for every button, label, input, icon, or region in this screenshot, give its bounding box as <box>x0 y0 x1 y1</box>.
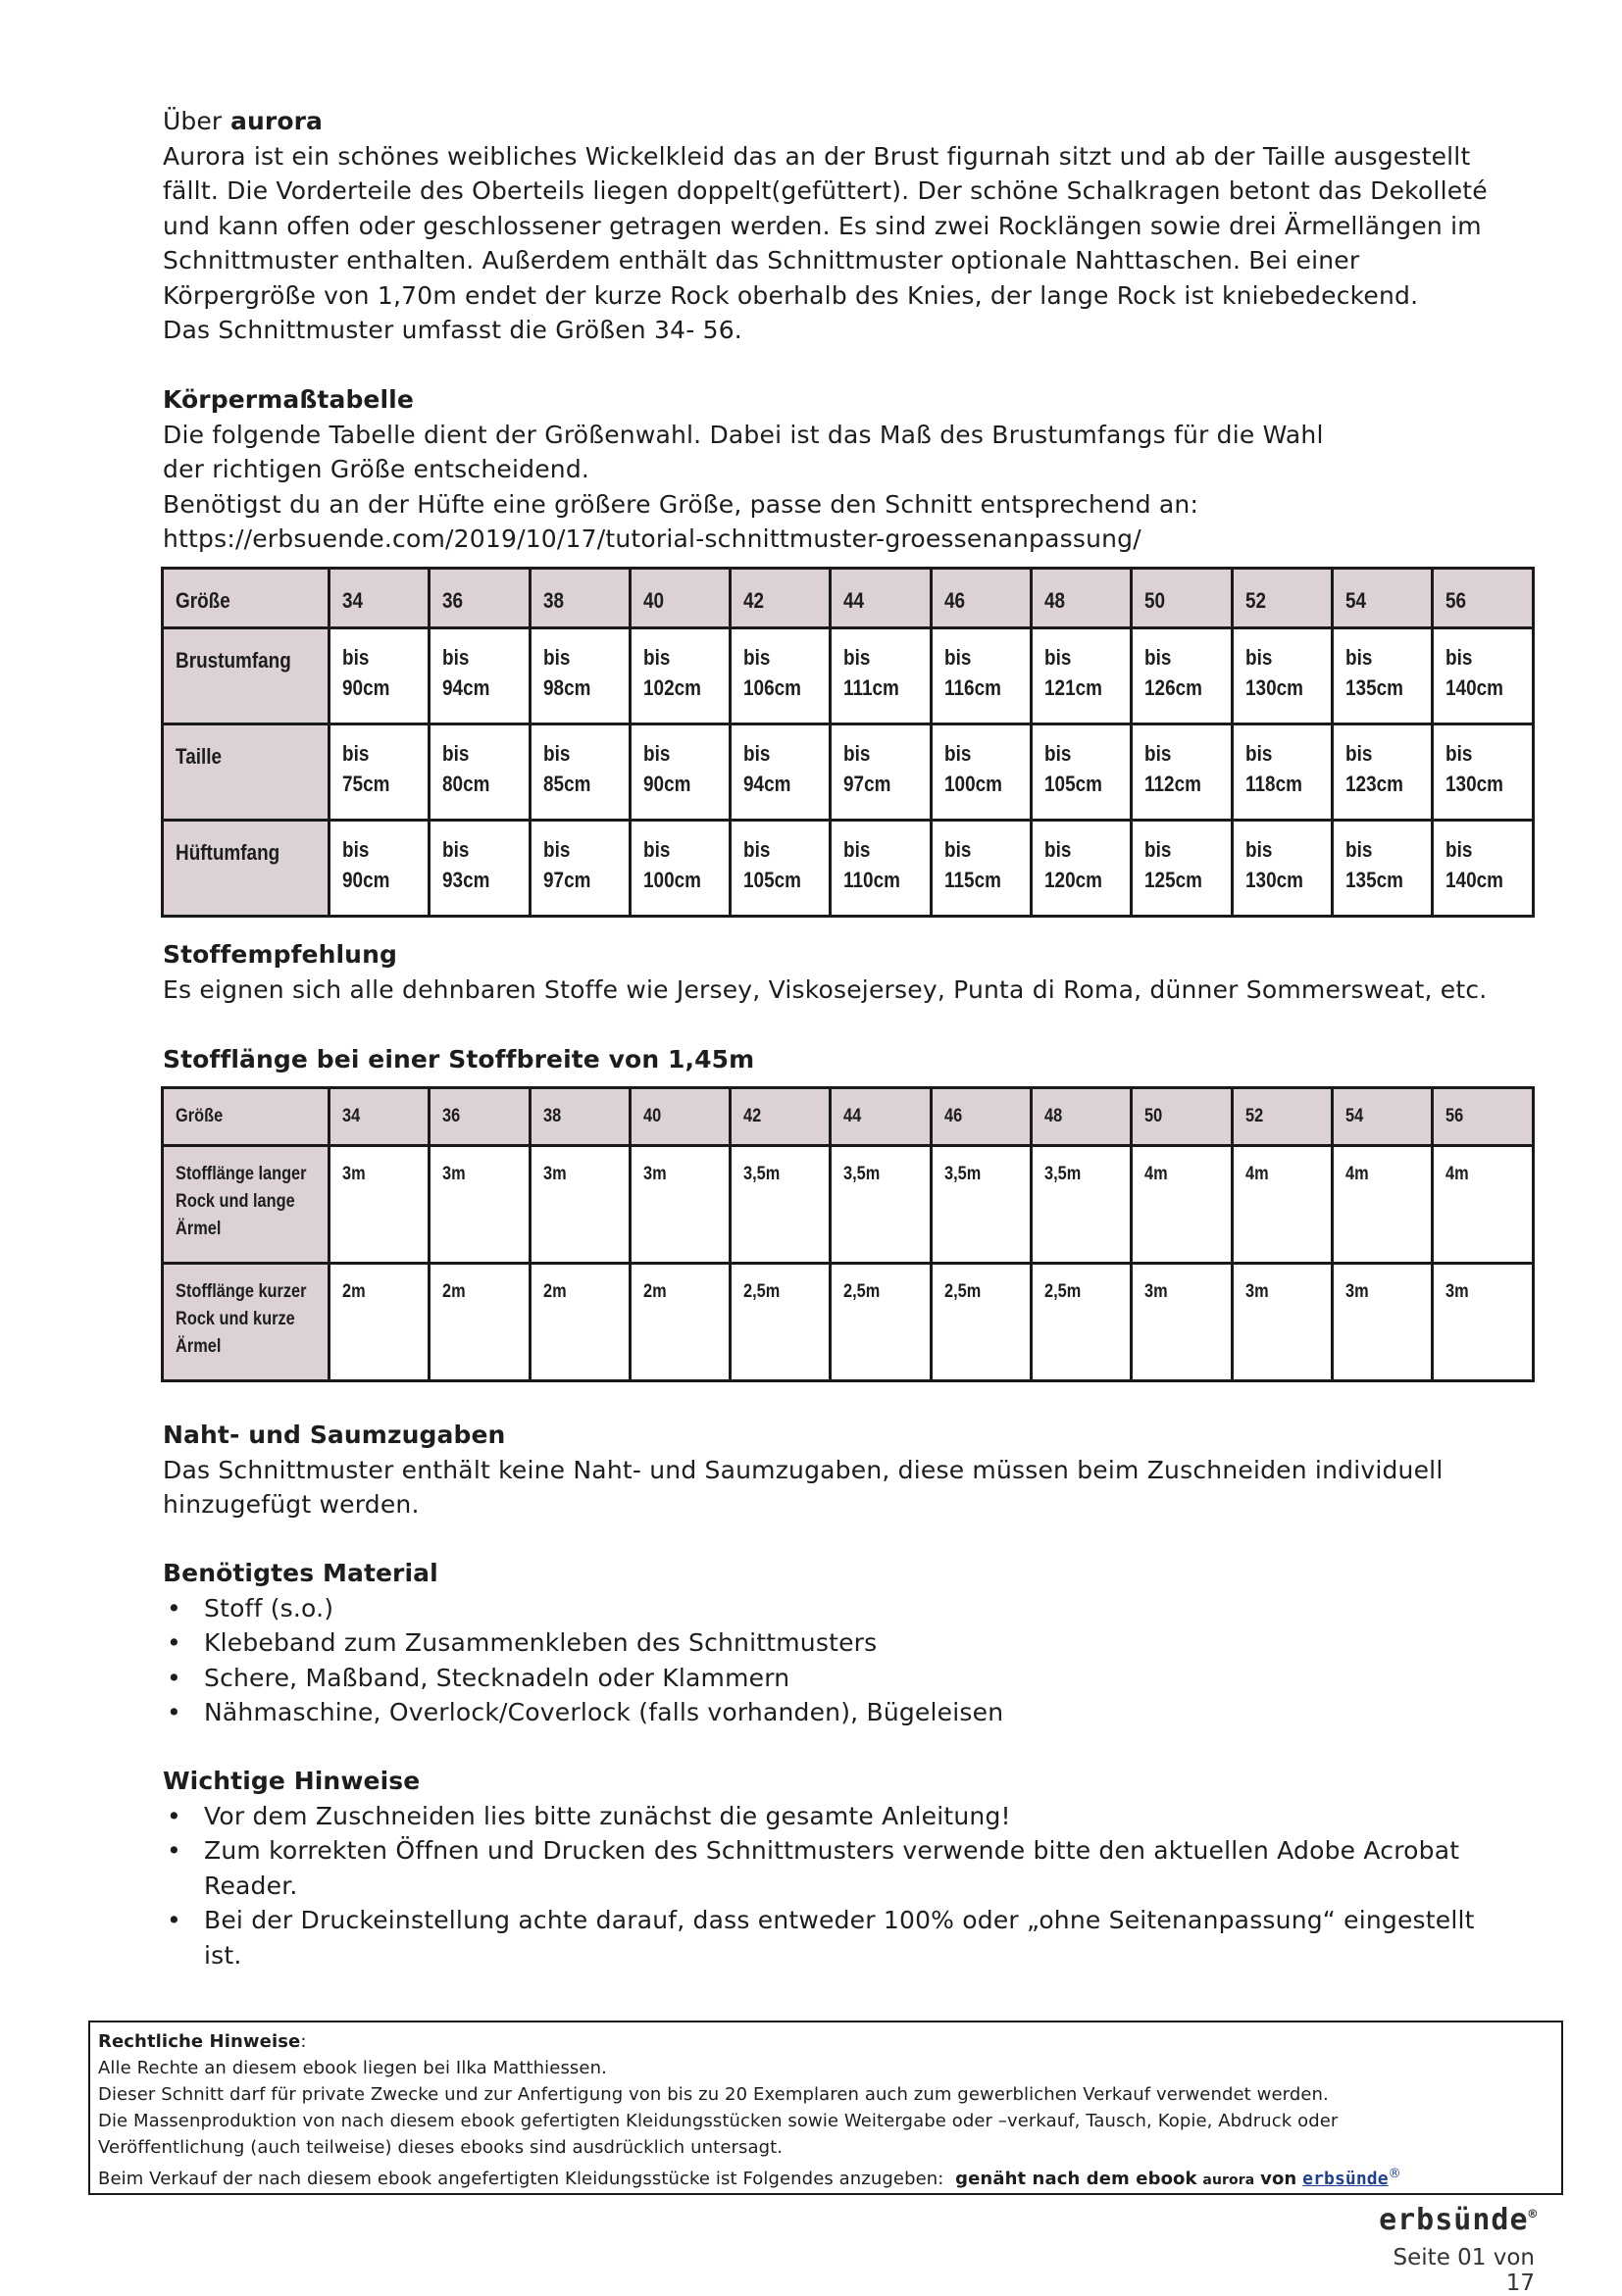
table-header-size: 56 <box>1433 569 1533 628</box>
fabric-length-table <box>161 1086 1535 1382</box>
table-cell: bis 110cm <box>831 821 931 917</box>
table-header-size: 38 <box>530 1088 630 1146</box>
table-row-waist <box>163 724 1534 821</box>
table-cell: 2m <box>630 1264 730 1381</box>
table-header-size: 36 <box>430 1088 530 1146</box>
table-cell: 3m <box>530 1146 630 1264</box>
table-cell: 4m <box>1232 1146 1332 1264</box>
table-cell: 2m <box>530 1264 630 1381</box>
legal-heading: Rechtliche Hinweise: <box>98 2031 307 2052</box>
seam-line: Das Schnittmuster enthält keine Naht- und Saumzugaben, diese müssen beim Zuschneiden individuell <box>163 1455 1444 1484</box>
table-header-label: Größe <box>163 1088 329 1146</box>
legal-line: Die Massenproduktion von nach diesem ebook gefertigten Kleidungsstücken sowie Weitergabe oder –verkauf, Tausch, Kopie, Abdruck oder <box>98 2111 1339 2131</box>
table-header-row <box>163 1088 1534 1146</box>
list-item: • Schere, Maßband, Stecknadeln oder Klammern <box>163 1661 1536 1696</box>
table-header-size: 54 <box>1332 569 1432 628</box>
list-item: • Klebeband zum Zusammenkleben des Schnittmusters <box>163 1625 1536 1661</box>
table-cell: 2,5m <box>831 1264 931 1381</box>
table-header-size: 48 <box>1032 1088 1132 1146</box>
table-cell: bis 100cm <box>931 724 1031 821</box>
table-cell: bis 130cm <box>1232 628 1332 724</box>
table-cell: 4m <box>1332 1146 1432 1264</box>
body-measurements-heading: Körpermaßtabelle <box>163 385 414 414</box>
table-cell: bis 111cm <box>831 628 931 724</box>
notes-section <box>163 1764 1536 1972</box>
about-line: und kann offen oder geschlossener getragen werden. Es sind zwei Rocklängen sowie drei Ärmellängen im <box>163 211 1482 240</box>
table-cell: bis 116cm <box>931 628 1031 724</box>
table-header-size: 40 <box>630 569 730 628</box>
table-cell: 4m <box>1433 1146 1533 1264</box>
table-cell: bis 97cm <box>530 821 630 917</box>
table-cell: bis 85cm <box>530 724 630 821</box>
table-cell: bis 115cm <box>931 821 1031 917</box>
fabric-length-section <box>163 1042 1536 1077</box>
row-label: Stofflänge kurzer Rock und kurze Ärmel <box>163 1264 329 1381</box>
table-header-size: 40 <box>630 1088 730 1146</box>
material-heading: Benötigtes Material <box>163 1559 438 1587</box>
body-measurements-line: Die folgende Tabelle dient der Größenwahl. Dabei ist das Maß des Brustumfangs für die Wahl <box>163 420 1324 449</box>
size-adjustment-link[interactable]: https://erbsuende.com/2019/10/17/tutorial-schnittmuster-groessenanpassung/ <box>163 524 1141 553</box>
legal-line: Alle Rechte an diesem ebook liegen bei Ilka Matthiessen. <box>98 2058 607 2078</box>
table-cell: bis 112cm <box>1132 724 1232 821</box>
table-row-short <box>163 1264 1534 1381</box>
table-cell: bis 125cm <box>1132 821 1232 917</box>
list-item: • Vor dem Zuschneiden lies bitte zunächst die gesamte Anleitung! <box>163 1799 1536 1834</box>
table-cell: bis 140cm <box>1433 821 1533 917</box>
table-header-size: 46 <box>931 1088 1031 1146</box>
table-header-label: Größe <box>163 569 329 628</box>
table-cell: bis 90cm <box>329 628 430 724</box>
table-cell: bis 121cm <box>1032 628 1132 724</box>
legal-notice-box <box>88 2021 1563 2195</box>
brand-logo: erbsünde® <box>1379 2203 1538 2237</box>
table-header-row <box>163 569 1534 628</box>
body-measurements-table <box>161 567 1535 918</box>
seam-section <box>163 1418 1536 1522</box>
seam-line: hinzugefügt werden. <box>163 1490 420 1519</box>
seam-heading: Naht- und Saumzugaben <box>163 1421 506 1449</box>
body-measurements-section <box>163 382 1536 557</box>
table-cell: 4m <box>1132 1146 1232 1264</box>
table-cell: 3m <box>1332 1264 1432 1381</box>
table-row-hip <box>163 821 1534 917</box>
row-label: Taille <box>163 724 329 821</box>
table-cell: bis 93cm <box>430 821 530 917</box>
table-header-size: 52 <box>1232 569 1332 628</box>
table-cell: 3m <box>1232 1264 1332 1381</box>
fabric-section <box>163 937 1536 1007</box>
legal-sale-line: Beim Verkauf der nach diesem ebook angefertigten Kleidungsstücke ist Folgendes anzugeben: genäht nach dem ebook aurora von erbsünde® <box>98 2167 1401 2189</box>
table-cell: bis 90cm <box>630 724 730 821</box>
table-header-size: 42 <box>731 1088 831 1146</box>
page-number: Seite 01 von 17 <box>1393 2245 1535 2296</box>
table-cell: bis 106cm <box>731 628 831 724</box>
table-header-size: 48 <box>1032 569 1132 628</box>
about-line: Aurora ist ein schönes weibliches Wickelkleid das an der Brust figurnah sitzt und ab der Taille ausgestellt <box>163 141 1471 171</box>
table-header-size: 52 <box>1232 1088 1332 1146</box>
table-cell: bis 98cm <box>530 628 630 724</box>
table-cell: bis 105cm <box>731 821 831 917</box>
table-cell: bis 102cm <box>630 628 730 724</box>
table-cell: bis 94cm <box>430 628 530 724</box>
table-header-size: 46 <box>931 569 1031 628</box>
table-row-long <box>163 1146 1534 1264</box>
brand-link[interactable]: erbsünde <box>1302 2169 1389 2189</box>
table-header-size: 34 <box>329 569 430 628</box>
table-cell: 3m <box>630 1146 730 1264</box>
fabric-length-heading: Stofflänge bei einer Stoffbreite von 1,45m <box>163 1045 755 1073</box>
row-label: Hüftumfang <box>163 821 329 917</box>
table-cell: 3m <box>329 1146 430 1264</box>
table-cell: bis 140cm <box>1433 628 1533 724</box>
material-section <box>163 1556 1536 1730</box>
table-cell: bis 90cm <box>329 821 430 917</box>
table-cell: bis 120cm <box>1032 821 1132 917</box>
table-header-size: 44 <box>831 1088 931 1146</box>
table-header-size: 34 <box>329 1088 430 1146</box>
table-cell: bis 80cm <box>430 724 530 821</box>
table-cell: bis 118cm <box>1232 724 1332 821</box>
list-item: • Zum korrekten Öffnen und Drucken des Schnittmusters verwende bitte den aktuellen Adobe Acrobat Reader. <box>163 1833 1536 1903</box>
table-cell: bis 105cm <box>1032 724 1132 821</box>
table-cell: 2,5m <box>931 1264 1031 1381</box>
about-heading <box>163 104 1536 139</box>
table-cell: bis 94cm <box>731 724 831 821</box>
table-row-bust <box>163 628 1534 724</box>
table-cell: bis 123cm <box>1332 724 1432 821</box>
table-cell: bis 130cm <box>1232 821 1332 917</box>
table-cell: bis 135cm <box>1332 821 1432 917</box>
table-cell: 2m <box>329 1264 430 1381</box>
table-cell: 3,5m <box>831 1146 931 1264</box>
table-cell: bis 75cm <box>329 724 430 821</box>
notes-heading: Wichtige Hinweise <box>163 1767 421 1795</box>
table-cell: bis 97cm <box>831 724 931 821</box>
row-label: Brustumfang <box>163 628 329 724</box>
about-line: Schnittmuster enthalten. Außerdem enthält das Schnittmuster optionale Nahttaschen. Bei einer <box>163 246 1360 275</box>
about-heading-name: aurora <box>230 107 324 135</box>
list-item: • Nähmaschine, Overlock/Coverlock (falls vorhanden), Bügeleisen <box>163 1695 1536 1730</box>
table-header-size: 38 <box>530 569 630 628</box>
about-line: Körpergröße von 1,70m endet der kurze Rock oberhalb des Knies, der lange Rock ist kniebedeckend. <box>163 280 1419 310</box>
about-section <box>163 104 1536 348</box>
row-label: Stofflänge langer Rock und lange Ärmel <box>163 1146 329 1264</box>
table-cell: 2m <box>430 1264 530 1381</box>
table-header-size: 50 <box>1132 1088 1232 1146</box>
table-cell: 2,5m <box>1032 1264 1132 1381</box>
fabric-text: Es eignen sich alle dehnbaren Stoffe wie Jersey, Viskosejersey, Punta di Roma, dünner Sommersweat, etc. <box>163 974 1488 1004</box>
table-header-size: 36 <box>430 569 530 628</box>
notes-list <box>163 1799 1536 1973</box>
about-heading-prefix: Über <box>163 107 223 135</box>
table-cell: 2,5m <box>731 1264 831 1381</box>
table-header-size: 50 <box>1132 569 1232 628</box>
table-cell: 3,5m <box>1032 1146 1132 1264</box>
body-measurements-line: der richtigen Größe entscheidend. <box>163 455 590 483</box>
table-cell: 3m <box>1433 1264 1533 1381</box>
table-cell: 3,5m <box>731 1146 831 1264</box>
material-list <box>163 1591 1536 1730</box>
table-cell: 3m <box>1132 1264 1232 1381</box>
about-text <box>163 139 1536 348</box>
table-cell: bis 135cm <box>1332 628 1432 724</box>
body-measurements-text <box>163 418 1536 557</box>
table-cell: 3m <box>430 1146 530 1264</box>
list-item: • Stoff (s.o.) <box>163 1591 1536 1626</box>
about-line: fällt. Die Vorderteile des Oberteils liegen doppelt(gefüttert). Der schöne Schalkragen betont das Dekolleté <box>163 176 1488 205</box>
fabric-heading: Stoffempfehlung <box>163 940 397 969</box>
table-header-size: 44 <box>831 569 931 628</box>
table-cell: bis 100cm <box>630 821 730 917</box>
legal-line: Veröffentlichung (auch teilweise) dieses ebooks sind ausdrücklich untersagt. <box>98 2137 784 2158</box>
list-item: • Bei der Druckeinstellung achte darauf, dass entweder 100% oder „ohne Seitenanpassung“ eingestellt ist. <box>163 1903 1536 1972</box>
body-measurements-line: Benötigst du an der Hüfte eine größere Größe, passe den Schnitt entsprechend an: <box>163 489 1199 519</box>
table-header-size: 54 <box>1332 1088 1432 1146</box>
table-cell: 3,5m <box>931 1146 1031 1264</box>
table-cell: bis 130cm <box>1433 724 1533 821</box>
table-header-size: 56 <box>1433 1088 1533 1146</box>
legal-line: Dieser Schnitt darf für private Zwecke und zur Anfertigung von bis zu 20 Exemplaren auch zum gewerblichen Verkauf verwendet werden. <box>98 2084 1329 2105</box>
about-line: Das Schnittmuster umfasst die Größen 34- 56. <box>163 316 742 344</box>
table-cell: bis 126cm <box>1132 628 1232 724</box>
table-header-size: 42 <box>731 569 831 628</box>
